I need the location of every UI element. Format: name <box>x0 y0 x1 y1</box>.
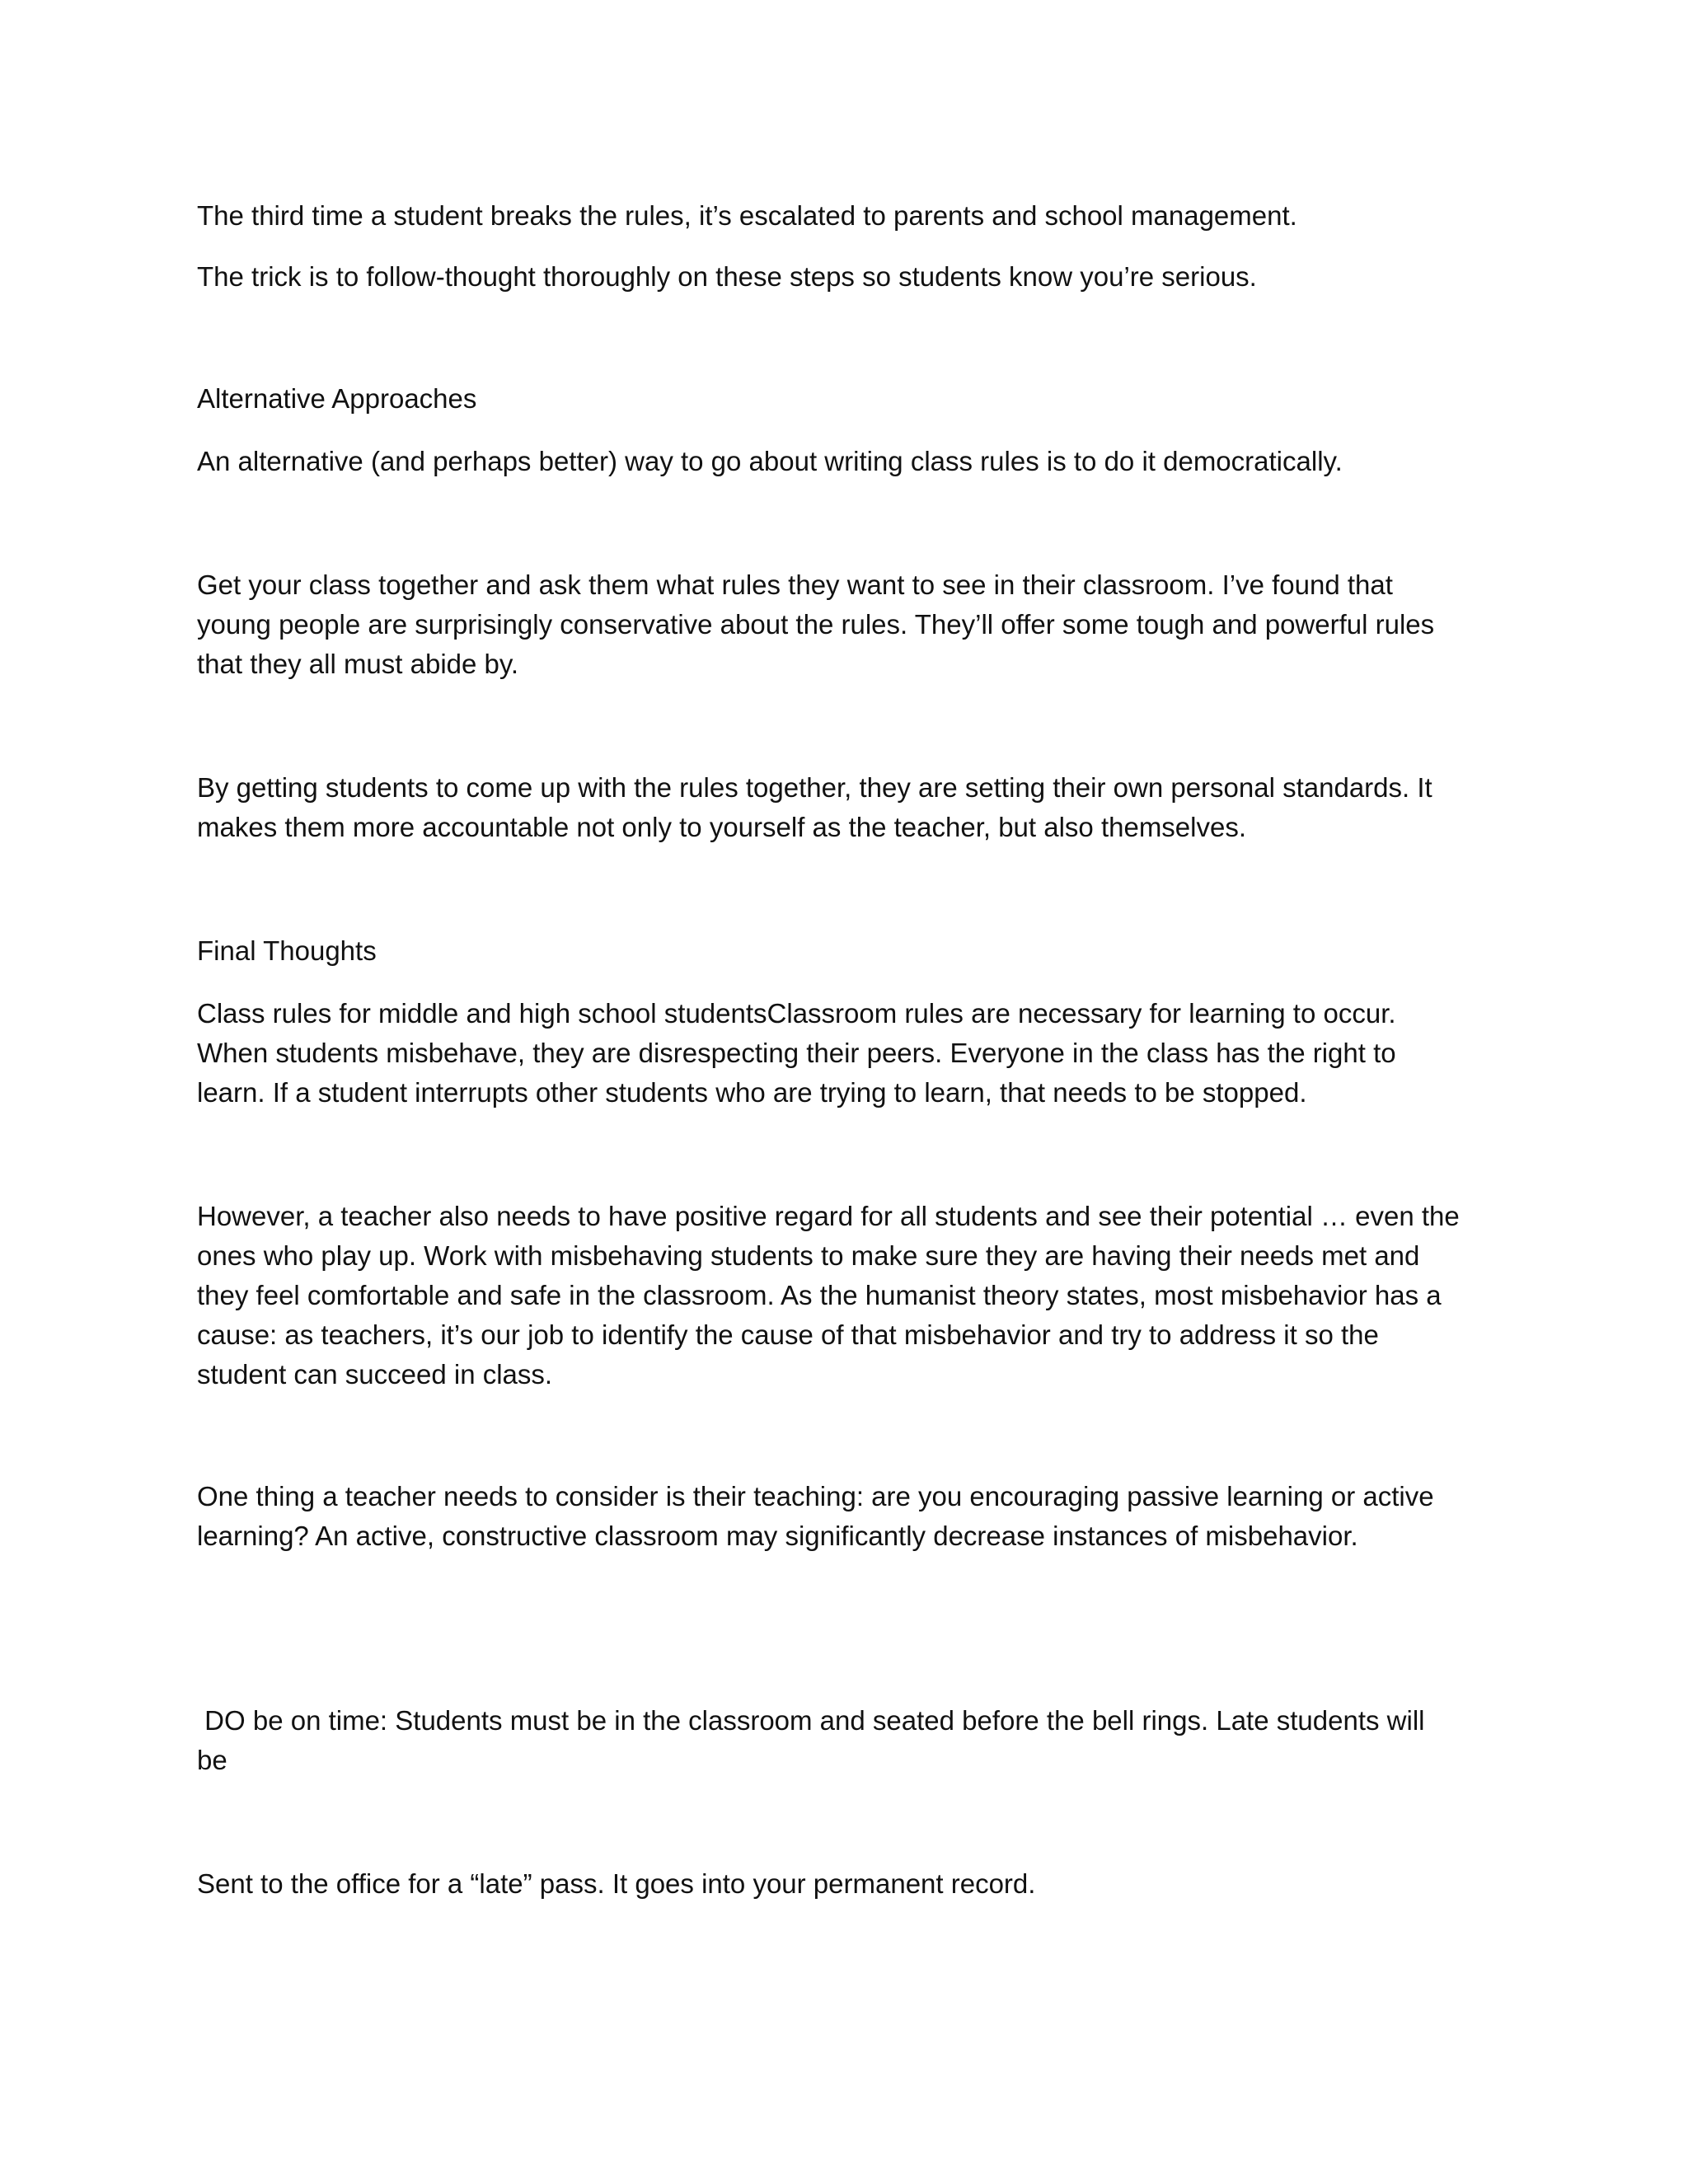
paragraph-active-learning <box>197 1477 1516 1556</box>
text-line: ones who play up. Work with misbehaving students to make sure they are having their needs met and <box>197 1240 1420 1271</box>
text-line: learning? An active, constructive classroom may significantly decrease instances of misbehavior. <box>197 1521 1358 1551</box>
text-line: The third time a student breaks the rules, it’s escalated to parents and school management. <box>197 200 1297 231</box>
paragraph-class-together <box>197 565 1516 684</box>
section-heading: Final Thoughts <box>197 935 377 966</box>
text-line: young people are surprisingly conservative about the rules. They’ll offer some tough and powerful rules <box>197 609 1435 640</box>
text-line: However, a teacher also needs to have positive regard for all students and see their potential … even the <box>197 1201 1460 1231</box>
paragraph-late-pass <box>197 1864 1516 1904</box>
paragraph-follow-through <box>197 257 1516 297</box>
paragraph-escalation <box>197 196 1516 236</box>
text-line: be <box>197 1745 227 1775</box>
text-line: The trick is to follow-thought thoroughly on these steps so students know you’re serious. <box>197 261 1257 292</box>
text-line: learn. If a student interrupts other students who are trying to learn, that needs to be stopped. <box>197 1077 1307 1108</box>
heading-alternative-approaches <box>197 379 1516 419</box>
text-line: DO be on time: Students must be in the classroom and seated before the bell rings. Late students will <box>197 1705 1425 1736</box>
text-line: Sent to the office for a “late” pass. It goes into your permanent record. <box>197 1868 1036 1899</box>
section-heading: Alternative Approaches <box>197 383 477 414</box>
heading-final-thoughts <box>197 931 1516 971</box>
text-line: makes them more accountable not only to yourself as the teacher, but also themselves. <box>197 812 1247 842</box>
text-line: Get your class together and ask them what rules they want to see in their classroom. I’ve found that <box>197 569 1393 600</box>
paragraph-rules-necessary <box>197 994 1516 1113</box>
text-line: they feel comfortable and safe in the classroom. As the humanist theory states, most misbehavior has a <box>197 1280 1442 1310</box>
text-line: Class rules for middle and high school studentsClassroom rules are necessary for learning to occur. <box>197 998 1396 1029</box>
paragraph-personal-standards <box>197 768 1516 847</box>
text-line: One thing a teacher needs to consider is their teaching: are you encouraging passive learning or active <box>197 1481 1434 1511</box>
text-line: An alternative (and perhaps better) way to go about writing class rules is to do it democratically. <box>197 446 1343 476</box>
text-line: By getting students to come up with the rules together, they are setting their own personal standards. It <box>197 772 1432 803</box>
paragraph-be-on-time <box>197 1701 1516 1780</box>
text-line: student can succeed in class. <box>197 1359 553 1390</box>
text-line: cause: as teachers, it’s our job to identify the cause of that misbehavior and try to address it so the <box>197 1319 1379 1350</box>
paragraph-democratic-rules <box>197 442 1516 481</box>
paragraph-positive-regard <box>197 1197 1516 1394</box>
text-line: When students misbehave, they are disrespecting their peers. Everyone in the class has the right to <box>197 1038 1396 1068</box>
text-line: that they all must abide by. <box>197 649 519 679</box>
